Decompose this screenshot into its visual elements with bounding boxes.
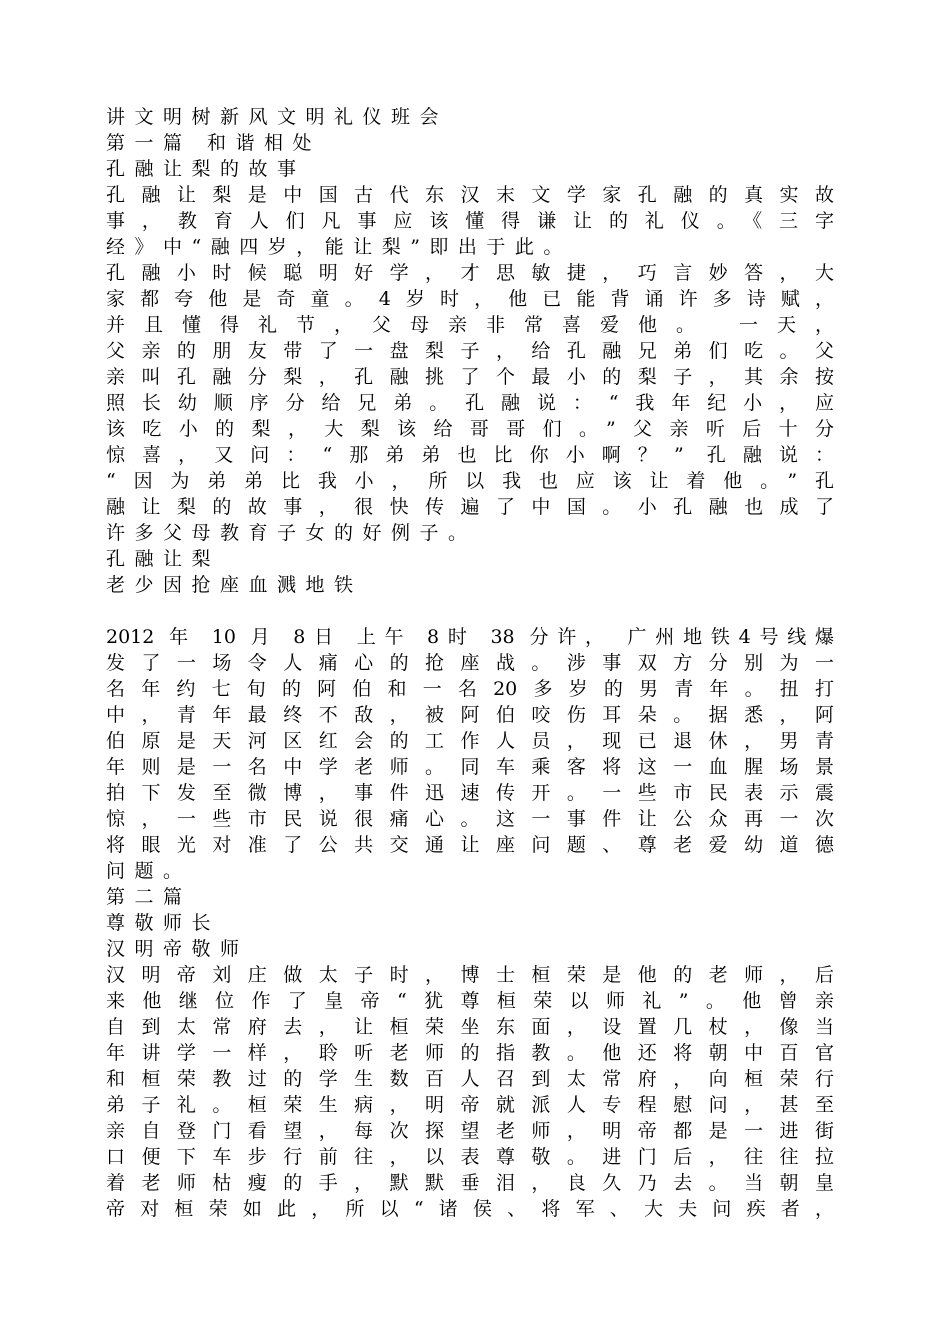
section-title: 尊敬师长 [106,912,221,934]
paragraph-line: 自到太常府去，让桓荣坐东面，设置几杖，像当 [106,1016,834,1038]
paragraph-line: 该吃小的梨，大梨该给哥哥们。”父亲听后十分 [106,418,834,440]
paragraph-line: 和桓荣教过的学生数百人召到太常府，向桓荣行 [106,1068,834,1090]
paragraph-line: 年讲学一样，聆听老师的指教。他还将朝中百官 [106,1042,834,1064]
paragraph-line: 名年约七旬的阿伯和一名20多岁的男青年。扭打 [106,678,834,700]
paragraph-line: 亲叫孔融分梨，孔融挑了个最小的梨子，其余按 [106,366,834,388]
document-title: 讲文明树新风文明礼仪班会 [106,106,449,128]
paragraph-line: 亲自登门看望，每次探望老师，明帝都是一进街 [106,1120,834,1142]
paragraph-line: 将眼光对准了公共交通让座问题、尊老爱幼道德 [106,834,834,856]
paragraph-line: “因为弟弟比我小，所以我也应该让着他。”孔 [106,470,834,492]
paragraph-line: 2012 年 10 月 8日 上午 8时 38 分许， 广州地铁4号线爆 [106,626,834,648]
paragraph-line: 着老师枯瘦的手，默默垂泪，良久乃去。当朝皇 [106,1172,834,1194]
paragraph-line: 来他继位作了皇帝“犹尊桓荣以师礼”。他曾亲 [106,990,834,1012]
story-title: 老少因抢座血溅地铁 [106,574,363,596]
paragraph-line: 口便下车步行前往，以表尊敬。进门后，往往拉 [106,1146,834,1168]
paragraph-line: 父亲的朋友带了一盘梨子，给孔融兄弟们吃。父 [106,340,834,362]
paragraph-line: 经》中“融四岁，能让梨”即出于此。 [106,236,572,258]
story-title: 汉明帝敬师 [106,938,249,960]
paragraph-line: 汉明帝刘庄做太子时，博士桓荣是他的老师，后 [106,964,834,986]
story-title: 孔融让梨的故事 [106,158,306,180]
paragraph-line: 照长幼顺序分给兄弟。孔融说：“我年纪小，应 [106,392,834,414]
paragraph-line: 孔融让梨是中国古代东汉末文学家孔融的真实故 [106,184,834,206]
paragraph-line: 伯原是天河区红会的工作人员，现已退休，男青 [106,730,834,752]
paragraph-line: 惊，一些市民说很痛心。这一事件让公众再一次 [106,808,834,830]
paragraph-line: 年则是一名中学老师。同车乘客将这一血腥场景 [106,756,834,778]
section-heading: 第一篇 和谐相处 [106,132,322,154]
paragraph-line: 家都夸他是奇童。4岁时，他已能背诵许多诗赋， [106,288,834,310]
paragraph-line: 孔融小时候聪明好学，才思敏捷，巧言妙答，大 [106,262,834,284]
image-caption: 孔融让梨 [106,548,221,570]
paragraph-line: 弟子礼。桓荣生病，明帝就派人专程慰问，甚至 [106,1094,834,1116]
paragraph-line: 许多父母教育子女的好例子。 [106,522,477,544]
paragraph-line: 问题。 [106,860,192,882]
paragraph-line: 发了一场令人痛心的抢座战。涉事双方分别为一 [106,652,834,674]
paragraph-line: 并且懂得礼节，父母亲非常喜爱他。 一天， [106,314,834,336]
paragraph-line: 惊喜，又问：“那弟弟也比你小啊？” 孔融说： [106,444,834,466]
section-heading: 第二篇 [106,886,192,908]
paragraph-line: 融让梨的故事，很快传遍了中国。小孔融也成了 [106,496,834,518]
paragraph-line: 帝对桓荣如此，所以“诸侯、将军、大夫问疾者， [106,1198,834,1220]
paragraph-line: 拍下发至微博，事件迅速传开。一些市民表示震 [106,782,834,804]
paragraph-line: 事，教育人们凡事应该懂得谦让的礼仪。《三字 [106,210,834,232]
paragraph-line: 中，青年最终不敌，被阿伯咬伤耳朵。据悉，阿 [106,704,834,726]
